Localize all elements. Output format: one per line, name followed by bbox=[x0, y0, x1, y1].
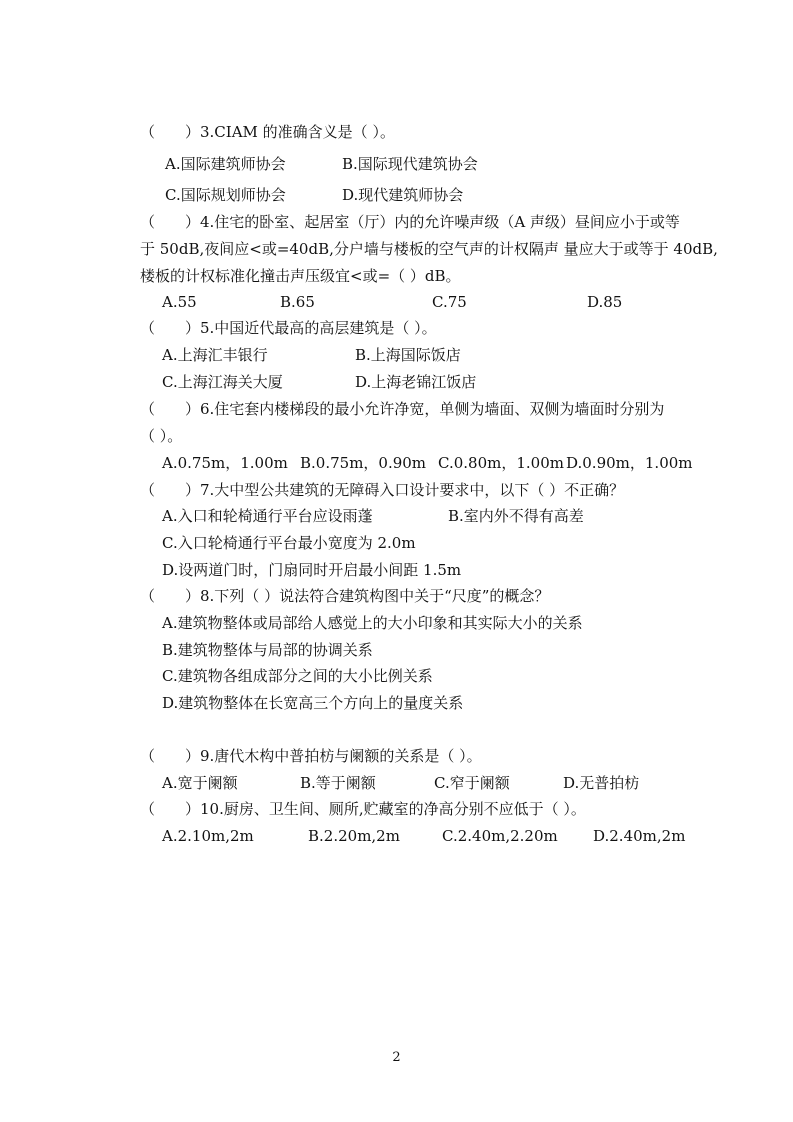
question-4-option-c: C.75 bbox=[432, 293, 467, 311]
question-5-option-c: C.上海江海关大厦 bbox=[162, 373, 283, 391]
question-8-option-b: B.建筑物整体与局部的协调关系 bbox=[162, 641, 373, 659]
question-5-option-a: A.上海汇丰银行 bbox=[162, 346, 268, 364]
question-8-stem: （ ）8.下列（ ）说法符合建筑构图中关于“尺度”的概念？ bbox=[140, 587, 550, 605]
question-9-option-a: A.宽于阑额 bbox=[162, 774, 238, 792]
question-6-option-c: C.0.80m，1.00m bbox=[438, 454, 564, 472]
question-10-option-a: A.2.10m,2m bbox=[162, 827, 254, 845]
question-6-stem-line-2: （ ）。 bbox=[140, 427, 183, 445]
page-number: 2 bbox=[392, 1050, 401, 1065]
question-6-stem-line-1: （ ）6.住宅套内楼梯段的最小允许净宽，单侧为墙面、双侧为墙面时分别为 bbox=[140, 400, 665, 418]
question-8-option-d: D.建筑物整体在长宽高三个方向上的量度关系 bbox=[162, 694, 464, 712]
question-9-option-b: B.等于阑额 bbox=[300, 774, 376, 792]
question-5-option-b: B.上海国际饭店 bbox=[355, 346, 461, 364]
question-3-option-b: B.国际现代建筑协会 bbox=[342, 155, 478, 173]
question-7-option-d: D.设两道门时，门扇同时开启最小间距 1.5m bbox=[162, 561, 462, 579]
question-10-option-c: C.2.40m,2.20m bbox=[442, 827, 558, 845]
question-4-option-a: A.55 bbox=[162, 293, 197, 311]
question-8-option-a: A.建筑物整体或局部给人感觉上的大小印象和其实际大小的关系 bbox=[162, 614, 583, 632]
question-10-option-d: D.2.40m,2m bbox=[593, 827, 686, 845]
question-6-option-d: D.0.90m，1.00m bbox=[566, 454, 693, 472]
question-3-stem: （ ）3.CIAM 的准确含义是（ ）。 bbox=[140, 123, 395, 141]
question-4-stem-line-3: 楼板的计权标准化撞击声压级宜<或=（ ）dB。 bbox=[140, 267, 461, 285]
question-6-option-a: A.0.75m，1.00m bbox=[162, 454, 288, 472]
question-9-option-d: D.无普拍枋 bbox=[563, 774, 640, 792]
question-5-stem: （ ）5.中国近代最高的高层建筑是（ ）。 bbox=[140, 319, 437, 337]
question-8-option-c: C.建筑物各组成部分之间的大小比例关系 bbox=[162, 667, 433, 685]
question-7-option-a: A.入口和轮椅通行平台应设雨蓬 bbox=[162, 507, 373, 525]
question-7-option-b: B.室内外不得有高差 bbox=[448, 507, 584, 525]
question-7-stem: （ ）7.大中型公共建筑的无障碍入口设计要求中，以下（ ）不正确？ bbox=[140, 481, 625, 499]
question-4-option-b: B.65 bbox=[280, 293, 315, 311]
question-9-option-c: C.窄于阑额 bbox=[434, 774, 510, 792]
question-4-stem-line-1: （ ）4.住宅的卧室、起居室（厅）内的允许噪声级（A 声级）昼间应小于或等 bbox=[140, 213, 680, 231]
question-3-option-a: A.国际建筑师协会 bbox=[165, 155, 286, 173]
question-3-option-d: D.现代建筑师协会 bbox=[342, 186, 464, 204]
question-7-option-c: C.入口轮椅通行平台最小宽度为 2.0m bbox=[162, 534, 416, 552]
question-4-stem-line-2: 于 50dB,夜间应<或=40dB,分户墙与楼板的空气声的计权隔声 量应大于或等于 40dB, bbox=[140, 240, 718, 258]
question-6-option-b: B.0.75m，0.90m bbox=[300, 454, 427, 472]
question-5-option-d: D.上海老锦江饭店 bbox=[355, 373, 477, 391]
question-10-option-b: B.2.20m,2m bbox=[308, 827, 400, 845]
question-10-stem: （ ）10.厨房、卫生间、厕所,贮藏室的净高分别不应低于（ ）。 bbox=[140, 800, 586, 818]
question-4-option-d: D.85 bbox=[587, 293, 623, 311]
question-9-stem: （ ）9.唐代木构中普拍枋与阑额的关系是（ ）。 bbox=[140, 747, 482, 765]
question-3-option-c: C.国际规划师协会 bbox=[165, 186, 286, 204]
